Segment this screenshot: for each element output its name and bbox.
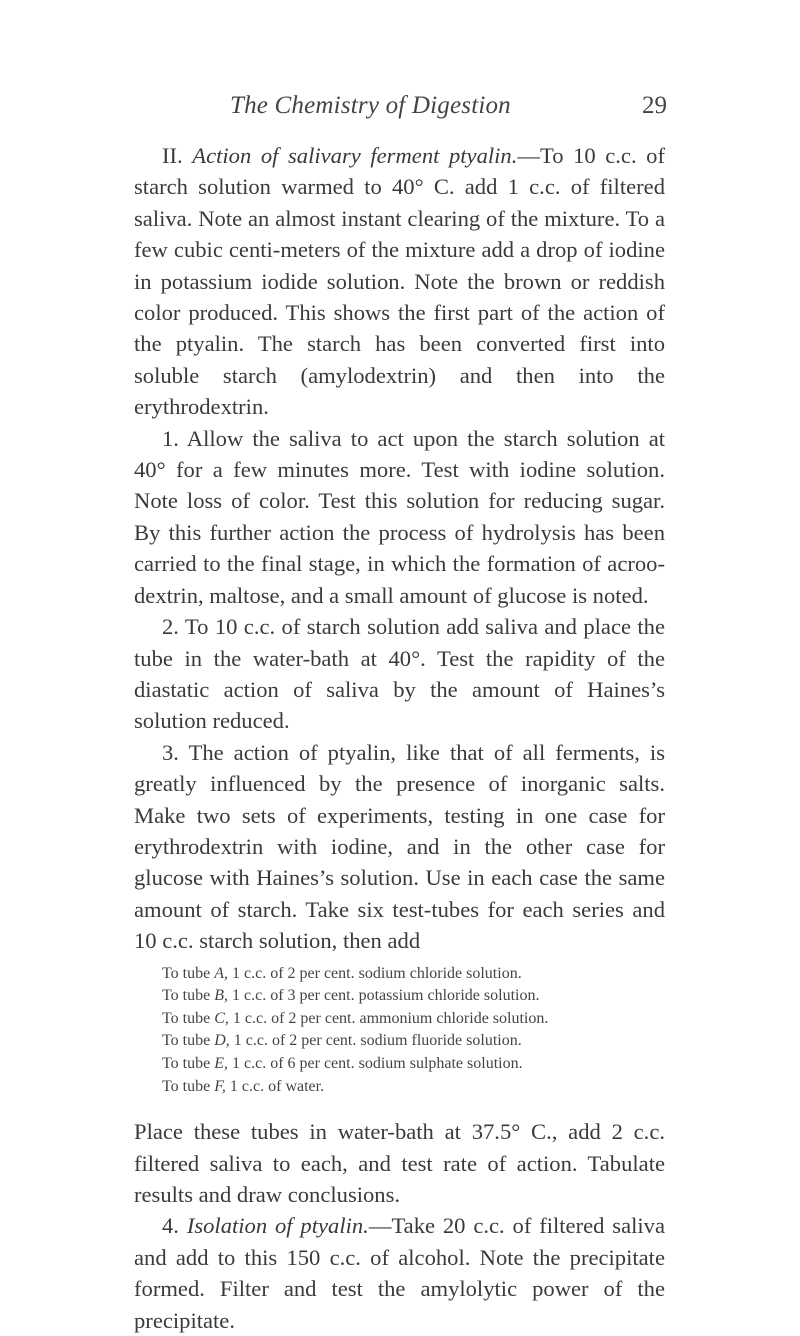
list-item [134,1053,665,1076]
tube-text: 1 c.c. of 2 per cent. ammonium chloride solution. [228,1009,549,1027]
list-item [134,963,665,986]
tube-letter: C, [214,1009,229,1027]
section-number: II. [162,143,183,168]
section-text: —To 10 c.c. of starch solution warmed to 40° C. add 1 c.c. of filtered saliva. Note an almost instant clearing of the mixture. To a few cubic centi-meters of the mixture add a drop of iodine in potassium iodide solution. Note the brown or reddish color produced. This shows the first part of the action of the ptyalin. The starch has been converted first into soluble starch (amylodextrin) and then into the erythrodextrin. [134,143,665,420]
tube-letter: E, [214,1054,228,1072]
tube-letter: A, [214,964,228,982]
tube-text: 1 c.c. of 2 per cent. sodium chloride solution. [227,964,522,982]
running-head: The Chemistry of Digestion [230,92,511,119]
tube-letter: B, [214,987,228,1005]
tube-prefix: To tube [162,987,215,1005]
section-title: Isolation of ptyalin. [186,1213,369,1239]
tube-letter: D, [214,1032,230,1050]
tube-text: 1 c.c. of 6 per cent. sodium sulphate solution. [227,1054,523,1072]
section-text: —Take 20 c.c. of filtered saliva and add to this 150 c.c. of alcohol. Note the precipitate formed. Filter and test the amylolytic power of the precipitate. [134,1213,665,1333]
tube-letter: F, [214,1077,226,1095]
section-title: Action of salivary ferment ptyalin. [192,143,518,168]
after-list-paragraph: Place these tubes in water-bath at 37.5° C., add 2 c.c. filtered saliva to each, and test rate of action. Tabulate results and draw conclusions. [134,1119,665,1207]
section-number: 4. [162,1213,179,1239]
list-item [134,1076,665,1099]
paragraph-2: 2. To 10 c.c. of starch solution add saliva and place the tube in the water-bath at 40°. Test the rapidity of the diastatic action of saliva by the amount of Haines’s solution reduced. [134,614,665,734]
tube-prefix: To tube [162,1032,215,1050]
page-number: 29 [642,92,667,119]
list-item [134,1008,665,1031]
tube-text: 1 c.c. of water. [225,1077,325,1095]
tube-prefix: To tube [162,1054,215,1072]
tube-text: 1 c.c. of 3 per cent. potassium chloride solution. [227,987,540,1005]
paragraph-1: 1. Allow the saliva to act upon the starch solution at 40° for a few minutes more. Test with iodine solution. Note loss of color. Test this solution for reducing sugar. By this further action the process of hydrolysis has been carried to the final stage, in which the formation of acroo-dextrin, maltose, and a small amount of glucose is noted. [134,425,665,608]
list-item [134,1030,665,1053]
tube-list [134,963,665,1099]
section-ii-paragraph [134,140,665,423]
tube-prefix: To tube [162,964,215,982]
page-header [0,92,800,126]
list-item [134,985,665,1008]
page-body [134,140,665,1336]
section-4-paragraph [134,1210,665,1336]
tube-prefix: To tube [162,1009,215,1027]
paragraph-3: 3. The action of ptyalin, like that of all ferments, is greatly influenced by the presence of inorganic salts. Make two sets of experiments, testing in one case for erythrodextrin with iodine, and in the other case for glucose with Haines’s solution. Use in each case the same amount of starch. Take six test-tubes for each series and 10 c.c. starch solution, then add [134,739,665,954]
tube-prefix: To tube [162,1077,215,1095]
tube-text: 1 c.c. of 2 per cent. sodium fluoride solution. [229,1032,522,1050]
